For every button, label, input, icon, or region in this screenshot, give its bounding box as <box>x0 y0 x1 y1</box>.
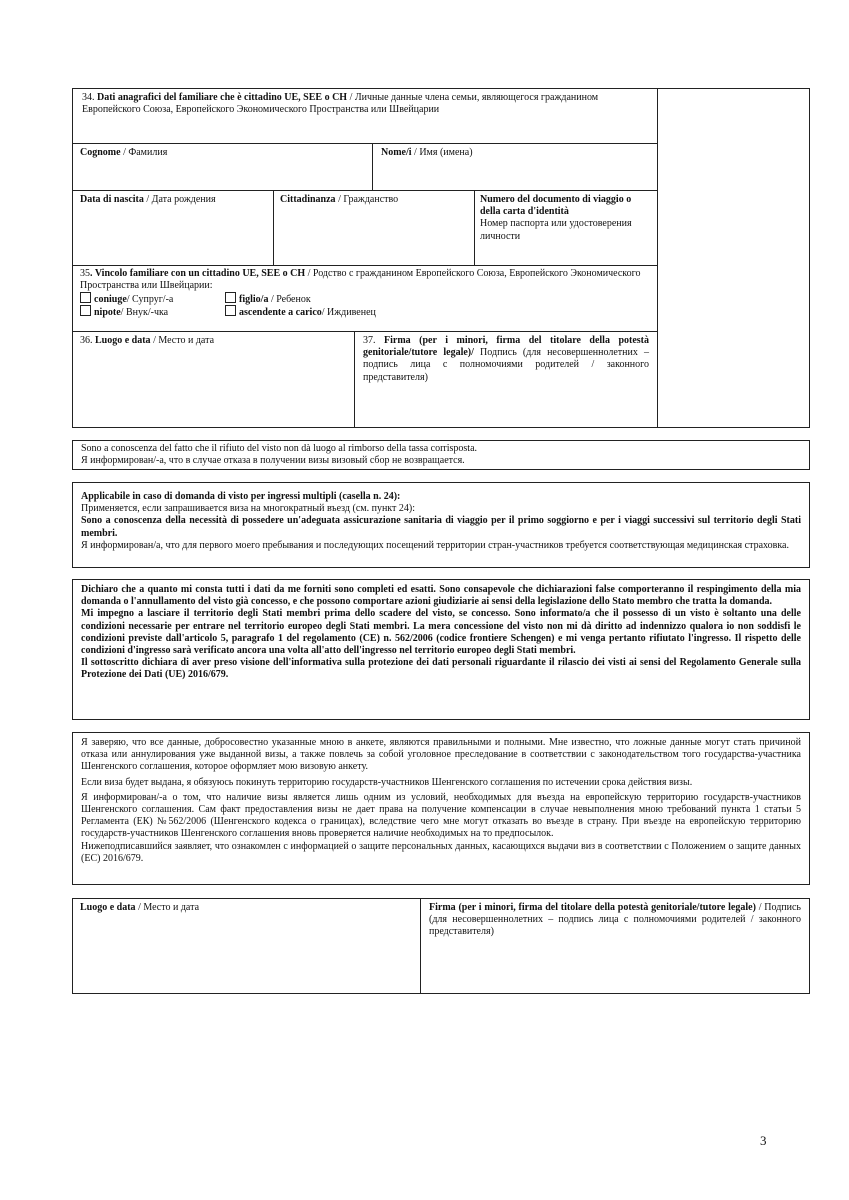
declaration-russian: Я заверяю, что все данные, добросовестно указанные мною в анкете, являются правильными и полными. Мне известно, что ложные данные могут стать причиной отказа или аннулирования уже выданной визы, а также повлечь за собой уголовное преследование в соответствии с законодательством того государства-участника Шенгенского соглашения, которое оформляет мою визовую анкету. Если виза будет выдана, я обязуюсь покинуть территорию государств-участников Шенгенского соглашения по истечении срока действия визы. Я информирован/-а о том, что наличие визы является лишь одним из условий, необходимых для въезда на европейскую территорию государств-участников Шенгенского соглашения. Сам факт предоставления визы не дает права на получение компенсации в случае невыполнения мною требований пункта 1 статьи 5 Регламента (ЕК) №562/2006 (Шенгенского кодекса о границах), вследствие чего мне могут отказать во въезде в страну. При въезде на европейскую территорию государств-участников Шенгенского соглашения вновь проверяется наличие необходимых на то предпосылок. Нижеподписавшийся заявляет, что ознакомлен с информацией о защите персональных данных, касающихся выдачи виз в соответствии с Положением о защите данных (ЕС) 2016/679. <box>72 732 810 885</box>
section-34-title: 34. Dati anagrafici del familiare che è cittadino UE, SEE o CH / Личные данные члена семьи, являющегося гражданином Европейского Союза, Европейского Экономического Пространства или Швейцарии <box>82 92 599 116</box>
checkbox-spouse[interactable] <box>80 292 91 303</box>
surname-field[interactable]: Cognome / Фамилия <box>80 147 168 158</box>
grandchild-option[interactable]: nipote/ Внук/-чка <box>80 305 168 319</box>
travel-document-number-field[interactable]: Numero del documento di viaggio o della carta d'identità Номер паспорта или удостоверения личности <box>480 194 632 242</box>
citizenship-field[interactable]: Cittadinanza / Гражданство <box>280 194 399 205</box>
page-number: 3 <box>760 1133 767 1148</box>
section-35-family-relationship: 35. Vincolo familiare con un cittadino UE, SEE o CH / Родство с гражданином Европейского Союза, Европейского Экономического Пространства или Швейцарии: coniuge/ Супруг/-а figlio/a / Ребенок nipote/ Внук/-чка ascendente a carico/ Иждивенец <box>80 268 641 319</box>
right-column-divider <box>657 88 658 428</box>
spouse-option[interactable]: coniuge/ Супруг/-а <box>80 292 173 306</box>
declaration-italian: Dichiaro che a quanto mi consta tutti i dati da me forniti sono completi ed esatti. Sono consapevole che dichiarazioni false comporteranno il respingimento della mia domanda o l'annullamento del visto già concesso, e che possono comportare azioni giudiziarie ai sensi della legislazione dello Stato membro che tratta la domanda. Mi impegno a lasciare il territorio degli Stati membri prima dello scadere del visto, se concesso. Sono informato/a che il possesso di un visto è soltanto una delle condizioni necessarie per entrare nel territorio europeo degli Stati membri. La mera concessione del visto non mi dà diritto ad indennizzo qualora io non soddisfi le condizioni previste dall'articolo 5, paragrafo 1 del regolamento (CE) n. 562/2006 (codice frontiere Schengen) e mi venga pertanto rifiutato l'ingresso. Il rispetto delle condizioni d'ingresso sarà verificato ancora una volta all'atto dell'ingresso nel territorio europeo degli Stati membri. Il sottoscritto dichiara di aver preso visione dell'informativa sulla protezione dei dati personali riguardante il rilascio dei visti ai sensi del Regolamento Generale sulla Protezione dei Dati (UE) 2016/679. <box>72 579 810 720</box>
multiple-entry-notice: Applicabile in caso di domanda di visto per ingressi multipli (casella n. 24): Применяется, если запрашивается виза на многократный въезд (см. пункт 24): Sono a conoscenza della necessità di possedere un'adeguata assicurazione sanitaria di viaggio per il primo soggiorno e per i viaggi successivi sul territorio degli Stati membri. Я информирован/а, что для первого моего пребывания и последующих посещений территории стран-участников требуется соответствующая медицинская страховка. <box>72 482 810 568</box>
dependent-ascendant-option[interactable]: ascendente a carico/ Иждивенец <box>225 305 376 319</box>
final-place-date[interactable]: Luogo e data / Место и дата <box>80 902 200 913</box>
first-name-field[interactable]: Nome/i / Имя (имена) <box>381 147 473 158</box>
child-option[interactable]: figlio/a / Ребенок <box>225 292 311 306</box>
section-37-signature[interactable]: 37. Firma (per i minori, firma del titolare della potestà genitoriale/tutore legale)/ Подпись (для несовершеннолетних – подпись лица с полномочиями родителей / законного представителя) <box>363 335 650 383</box>
fee-notice: Sono a conoscenza del fatto che il rifiuto del visto non dà luogo al rimborso della tassa corrisposta. Я информирован/-а, что в случае отказа в получении визы визовый сбор не возвращается. <box>72 440 810 470</box>
date-of-birth-field[interactable]: Data di nascita / Дата рождения <box>80 194 216 205</box>
checkbox-child[interactable] <box>225 292 236 303</box>
checkbox-dependent-ascendant[interactable] <box>225 305 236 316</box>
final-signature[interactable]: Firma (per i minori, firma del titolare della potestà genitoriale/tutore legale) / Подпись (для несовершеннолетних – подпись лица с полномочиями родителей / законного представителя) <box>429 902 801 938</box>
checkbox-grandchild[interactable] <box>80 305 91 316</box>
section-36-place-date[interactable]: 36. Luogo e data / Место и дата <box>80 335 215 346</box>
